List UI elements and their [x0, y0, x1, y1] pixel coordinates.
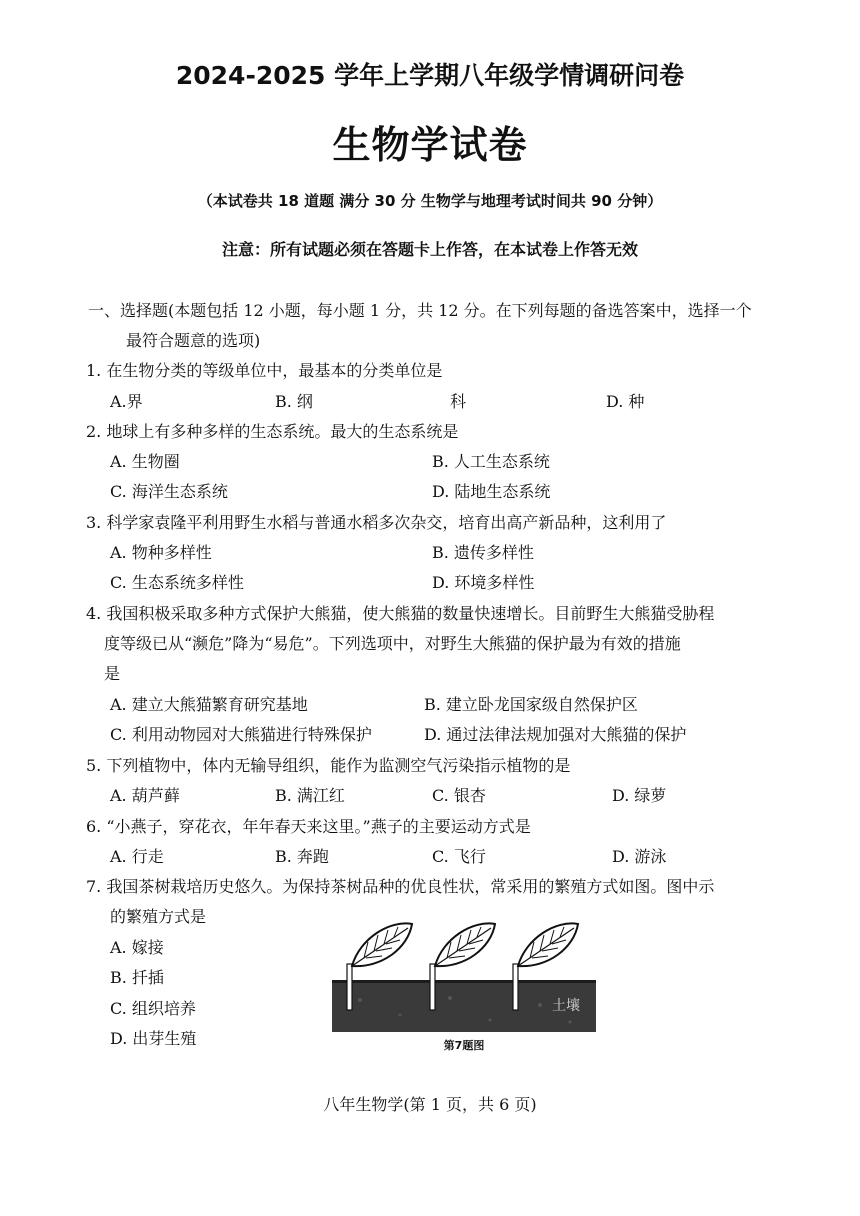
exam-info: （本试卷共 18 道题 满分 30 分 生物学与地理考试时间共 90 分钟）	[197, 192, 663, 210]
q6-option-c: C. 飞行	[432, 847, 486, 866]
q3-option-d: D. 环境多样性	[432, 573, 535, 592]
exam-notice: 注意：所有试题必须在答题卡上作答，在本试卷上作答无效	[221, 240, 638, 259]
q3-option-b: B. 遗传多样性	[432, 543, 534, 562]
q5-option-c: C. 银杏	[432, 786, 486, 805]
q2-option-a: A. 生物圈	[110, 452, 180, 471]
q7-option-b: B. 扦插	[110, 968, 164, 987]
q4-option-d: D. 通过法律法规加强对大熊猫的保护	[424, 725, 687, 744]
question-6-stem: 6. “小燕子，穿花衣，年年春天来这里。”燕子的主要运动方式是	[86, 817, 531, 836]
question-7-figure	[330, 920, 598, 1056]
q1-option-d: D. 种	[606, 392, 645, 411]
cutting-propagation-illustration	[330, 920, 598, 1056]
q1-option-b: B. 纲	[275, 392, 313, 411]
page-footer: 八年生物学(第 1 页，共 6 页)	[323, 1095, 537, 1114]
q6-option-d: D. 游泳	[612, 847, 667, 866]
q5-option-d: D. 绿萝	[612, 786, 667, 805]
question-3-stem: 3. 科学家袁隆平利用野生水稻与普通水稻多次杂交，培育出高产新品种，这利用了	[86, 513, 667, 532]
q5-option-b: B. 满江红	[275, 786, 345, 805]
q4-option-a: A. 建立大熊猫繁育研究基地	[110, 695, 308, 714]
q7-option-a: A. 嫁接	[110, 938, 164, 957]
figure-caption: 第7题图	[443, 1039, 485, 1052]
q5-option-a: A. 葫芦藓	[110, 786, 180, 805]
question-2-stem: 2. 地球上有多种多样的生态系统。最大的生态系统是	[86, 422, 459, 441]
q3-option-c: C. 生态系统多样性	[110, 573, 244, 592]
q2-option-d: D. 陆地生态系统	[432, 482, 551, 501]
section-heading-cont: 最符合题意的选项)	[126, 331, 261, 350]
q3-option-a: A. 物种多样性	[110, 543, 212, 562]
q2-option-b: B. 人工生态系统	[432, 452, 550, 471]
question-4-stem-cont: 度等级已从“濒危”降为“易危”。下列选项中，对野生大熊猫的保护最为有效的措施	[104, 634, 681, 653]
soil-label: 土壤	[552, 998, 580, 1014]
q1-option-a: A.界	[110, 392, 143, 411]
q6-option-b: B. 奔跑	[275, 847, 329, 866]
q6-option-a: A. 行走	[110, 847, 164, 866]
question-7-stem-cont: 的繁殖方式是	[110, 907, 207, 926]
q1-option-c: 科	[450, 392, 467, 411]
q7-option-c: C. 组织培养	[110, 999, 196, 1018]
question-1-stem: 1. 在生物分类的等级单位中，最基本的分类单位是	[86, 361, 443, 380]
q4-option-c: C. 利用动物园对大熊猫进行特殊保护	[110, 725, 372, 744]
subject-title: 生物学试卷	[332, 123, 528, 167]
q7-option-d: D. 出芽生殖	[110, 1029, 197, 1048]
question-4-stem: 4. 我国积极采取多种方式保护大熊猫，使大熊猫的数量快速增长。目前野生大熊猫受胁程	[86, 604, 715, 623]
q2-option-c: C. 海洋生态系统	[110, 482, 228, 501]
section-heading: 一、选择题(本题包括 12 小题，每小题 1 分，共 12 分。在下列每题的备选答案中，选择一个	[88, 301, 752, 320]
exam-title: 2024-2025 学年上学期八年级学情调研问卷	[175, 61, 685, 90]
question-7-stem: 7. 我国茶树栽培历史悠久。为保持茶树品种的优良性状，常采用的繁殖方式如图。图中示	[86, 877, 715, 896]
question-4-stem-end: 是	[104, 664, 121, 683]
question-5-stem: 5. 下列植物中，体内无输导组织，能作为监测空气污染指示植物的是	[86, 756, 571, 775]
q4-option-b: B. 建立卧龙国家级自然保护区	[424, 695, 638, 714]
